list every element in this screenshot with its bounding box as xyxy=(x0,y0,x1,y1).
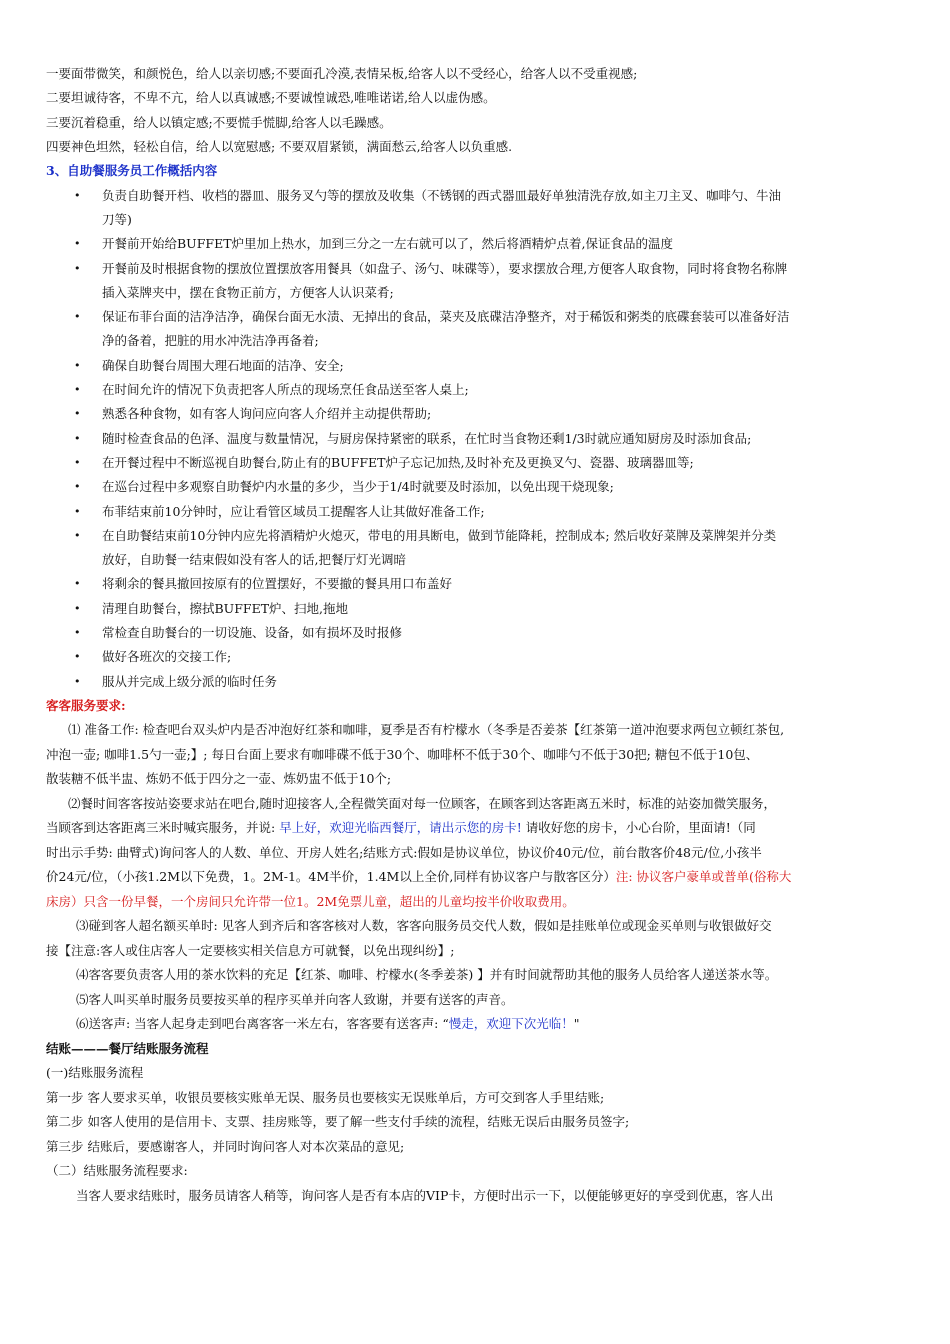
paragraph-3 xyxy=(46,914,906,963)
paragraph-2-line-1: ⑵餐时间客客按站姿要求站在吧台,随时迎接客人,全程微笑面对每一位顾客，在顾客到达客距离五米时，标准的站姿加微笑服务， xyxy=(68,795,776,811)
duty-bullet-text: 负责自助餐开档、收档的器皿、服务叉勺等的摆放及收集（不锈钢的西式器皿最好单独清洗存放,如主刀主叉、咖啡勺、牛油 xyxy=(102,187,781,203)
duty-bullet-text: 刀等) xyxy=(102,211,132,227)
farewell-phrase: 慢走，欢迎下次光临！ xyxy=(448,1016,574,1032)
paragraph-4: ⑷客客要负责客人用的茶水饮料的充足【红茶、咖啡、柠檬水(冬季姜茶) 】并有时间就帮助其他的服务人员给客人递送茶水等。 xyxy=(76,967,778,983)
note-red-text: 注: 协议客户豪单或普单(俗称大 xyxy=(615,869,792,885)
duty-bullet-item xyxy=(46,257,906,281)
bullet-dot-icon: • xyxy=(74,310,81,324)
duty-bullet-continuation xyxy=(46,281,906,305)
step-1: 第一步 客人要求买单，收银员要核实账单无误、服务员也要核实无误账单后，方可交到客人手里结账; xyxy=(46,1089,605,1105)
step-2: 第二步 如客人使用的是信用卡、支票、挂房账等，要了解一些支付手续的流程，结账无误后由服务员签字; xyxy=(46,1114,630,1130)
bullet-dot-icon: • xyxy=(74,383,81,397)
intro-line-2: 二要坦诚待客，不卑不亢，给人以真诚感;不要诚惶诚恐,唯唯诺诺,给人以虚伪感。 xyxy=(46,90,496,106)
duty-bullet-item xyxy=(46,645,906,669)
duty-bullet-item xyxy=(46,402,906,426)
paragraph-2-line-4 xyxy=(46,865,906,890)
step-3: 第三步 结账后，要感谢客人，并同时询问客人对本次菜品的意见; xyxy=(46,1138,405,1154)
flow-subheading: (一)结账服务流程 xyxy=(46,1065,144,1081)
duty-bullet-item xyxy=(46,451,906,475)
duty-bullet-item xyxy=(46,621,906,645)
bullet-dot-icon: • xyxy=(74,358,81,372)
duty-bullet-text: 在巡台过程中多观察自助餐炉内水量的多少，当少于1/4时就要及时添加，以免出现干烧现象; xyxy=(102,479,614,495)
duty-bullet-item xyxy=(46,670,906,694)
bullet-dot-icon: • xyxy=(74,674,81,688)
bullet-dot-icon: • xyxy=(74,237,81,251)
duty-bullet-text: 清理自助餐台，擦拭BUFFET炉、扫地,拖地 xyxy=(102,600,349,616)
duty-bullet-text: 做好各班次的交接工作; xyxy=(102,649,232,665)
duty-bullet-list xyxy=(46,184,906,694)
paragraph-1 xyxy=(46,718,906,792)
bullet-dot-icon: • xyxy=(74,650,81,664)
duty-bullet-item xyxy=(46,184,906,208)
duty-bullet-text: 确保自助餐台周围大理石地面的洁净、安全; xyxy=(102,357,344,373)
duty-bullet-item xyxy=(46,427,906,451)
paragraph-1-line-3: 散装糖不低半盅、炼奶不低于四分之一壶、炼奶盅不低于10个; xyxy=(46,771,392,787)
intro-line-1: 一要面带微笑，和颜悦色，给人以亲切感;不要面孔冷漠,表情呆板,给客人以不受经心，给客人以不受重视感; xyxy=(46,66,638,81)
duty-bullet-item xyxy=(46,354,906,378)
paragraph-6-text-a: ⑹送客声: 当客人起身走到吧台离客客一米左右，客客要有送客声: “ xyxy=(76,1016,449,1032)
bullet-dot-icon: • xyxy=(74,528,81,542)
bullet-dot-icon: • xyxy=(74,601,81,615)
paragraph-3-line-2: 接【注意:客人或住店客人一定要核实相关信息方可就餐，以免出现纠纷】; xyxy=(46,942,455,958)
bullet-dot-icon: • xyxy=(74,626,81,640)
duty-bullet-text: 在开餐过程中不断巡视自助餐台,防止有的BUFFET炉子忘记加热,及时补充及更换叉勺、瓷器、玻璃器皿等; xyxy=(102,454,694,470)
document-page xyxy=(46,62,906,1208)
duty-bullet-continuation xyxy=(46,329,906,353)
paragraph-6 xyxy=(46,1012,906,1037)
bullet-dot-icon: • xyxy=(74,431,81,445)
duty-bullet-text: 插入菜牌夹中，摆在食物正前方，方便客人认识菜肴; xyxy=(102,284,394,300)
section-3-heading: 3、自助餐服务员工作概括内容 xyxy=(46,163,218,179)
paragraph-2-line-4-text: 价24元/位，（小孩1.2M以下免费，1。2M-1。4M半价，1.4M以上全价,同样有协议客户与散客区分） xyxy=(46,869,616,885)
duty-bullet-text: 放好，自助餐一结束假如没有客人的话,把餐厅灯光调暗 xyxy=(102,552,406,568)
guest-service-heading: 客客服务要求: xyxy=(46,697,126,713)
paragraph-2-line-3: 时出示手势: 曲臂式)询问客人的人数、单位、开房人姓名;结账方式:假如是协议单位，协议价40元/位，前台散客价48元/位,小孩半 xyxy=(46,844,762,860)
duty-bullet-text: 开餐前开始给BUFFET炉里加上热水，加到三分之一左右就可以了，然后将酒精炉点着,保证食品的温度 xyxy=(102,236,674,252)
duty-bullet-item xyxy=(46,475,906,499)
bullet-dot-icon: • xyxy=(74,261,81,275)
duty-bullet-item xyxy=(46,378,906,402)
paragraph-2-line-2-text-a: 当顾客到达客距离三米时喊宾服务，并说: xyxy=(46,820,280,836)
greeting-phrase: 早上好，欢迎光临西餐厅，请出示您的房卡! xyxy=(279,820,522,836)
duty-bullet-continuation xyxy=(46,208,906,232)
requirements-line: 当客人要求结账时，服务员请客人稍等，询问客人是否有本店的VIP卡，方便时出示一下，以便能够更好的享受到优惠，客人出 xyxy=(76,1187,774,1203)
paragraph-2-line-2 xyxy=(46,816,906,841)
duty-bullet-item xyxy=(46,572,906,596)
duty-bullet-item xyxy=(46,232,906,256)
bullet-dot-icon: • xyxy=(74,577,81,591)
duty-bullet-item xyxy=(46,597,906,621)
duty-bullet-text: 服从并完成上级分派的临时任务 xyxy=(102,673,278,689)
paragraph-5: ⑸客人叫买单时服务员要按买单的程序买单并向客人致谢，并要有送客的声音。 xyxy=(76,991,514,1007)
bullet-dot-icon: • xyxy=(74,188,81,202)
intro-line-3: 三要沉着稳重，给人以镇定感;不要慌手慌脚,给客人以毛躁感。 xyxy=(46,114,392,130)
paragraph-2-line-2-text-b: 请收好您的房卡，小心台阶，里面请!（同 xyxy=(521,820,756,836)
duty-bullet-continuation xyxy=(46,548,906,572)
paragraph-2 xyxy=(46,792,906,915)
paragraph-1-line-1: ⑴ 准备工作: 检查吧台双头炉内是否冲泡好红茶和咖啡，夏季是否有柠檬水（冬季是否姜茶【红茶第一道冲泡要求两包立顿红茶包, xyxy=(68,722,785,738)
duty-bullet-item xyxy=(46,524,906,548)
duty-bullet-text: 在时间允许的情况下负责把客人所点的现场烹任食品送至客人桌上; xyxy=(102,382,469,398)
paragraph-6-text-b: " xyxy=(573,1016,580,1032)
requirements-subheading: （二）结账服务流程要求: xyxy=(46,1163,188,1179)
paragraph-1-line-2: 冲泡一壶; 咖啡1.5勺一壶;】; 每日台面上要求有咖啡碟不低于30个、咖啡杯不低于30个、咖啡勺不低于30把; 糖包不低于10包、 xyxy=(46,746,759,762)
duty-bullet-item xyxy=(46,305,906,329)
bullet-dot-icon: • xyxy=(74,480,81,494)
duty-bullet-text: 常检查自助餐台的一切设施、设备，如有损坏及时报修 xyxy=(102,625,403,641)
bullet-dot-icon: • xyxy=(74,504,81,518)
duty-bullet-text: 净的备着，把脏的用水冲洗洁净再备着; xyxy=(102,333,319,349)
intro-section xyxy=(46,62,906,159)
duty-bullet-text: 在自助餐结束前10分钟内应先将酒精炉火熄灭，带电的用具断电，做到节能降耗，控制成本; 然后收好菜牌及菜牌架并分类 xyxy=(102,527,777,543)
duty-bullet-text: 开餐前及时根据食物的摆放位置摆放客用餐具（如盘子、汤勺、味碟等），要求摆放合理,方便客人取食物，同时将食物名称牌 xyxy=(102,260,788,276)
bullet-dot-icon: • xyxy=(74,407,81,421)
duty-bullet-text: 布菲结束前10分钟时，应让看管区域员工提醒客人让其做好准备工作; xyxy=(102,503,485,519)
duty-bullet-text: 保证布菲台面的洁净洁净，确保台面无水渍、无掉出的食品，菜夹及底碟洁净整齐，对于稀饭和粥类的底碟套装可以准备好洁 xyxy=(102,309,790,325)
duty-bullet-item xyxy=(46,500,906,524)
paragraph-2-line-5: 床房）只含一份早餐，一个房间只允许带一位1。2M免票儿童，超出的儿童均按半价收取费用。 xyxy=(46,893,575,909)
checkout-heading: 结账———餐厅结账服务流程 xyxy=(46,1040,209,1056)
bullet-dot-icon: • xyxy=(74,455,81,469)
paragraph-3-line-1: ⑶碰到客人超名额买单时: 见客人到齐后和客客核对人数，客客向服务员交代人数，假如是挂账单位或现金买单则与收银做好交 xyxy=(76,918,772,934)
duty-bullet-text: 随时检查食品的色泽、温度与数量情况，与厨房保持紧密的联系，在忙时当食物还剩1/3时就应通知厨房及时添加食品; xyxy=(102,430,752,446)
intro-line-4: 四要神色坦然，轻松自信，给人以宽慰感; 不要双眉紧锁，满面愁云,给客人以负重感. xyxy=(46,138,513,154)
duty-bullet-text: 熟悉各种食物，如有客人询问应向客人介绍并主动提供帮助; xyxy=(102,406,432,422)
duty-bullet-text: 将剩余的餐具撤回按原有的位置摆好，不要撤的餐具用口布盖好 xyxy=(102,576,453,592)
